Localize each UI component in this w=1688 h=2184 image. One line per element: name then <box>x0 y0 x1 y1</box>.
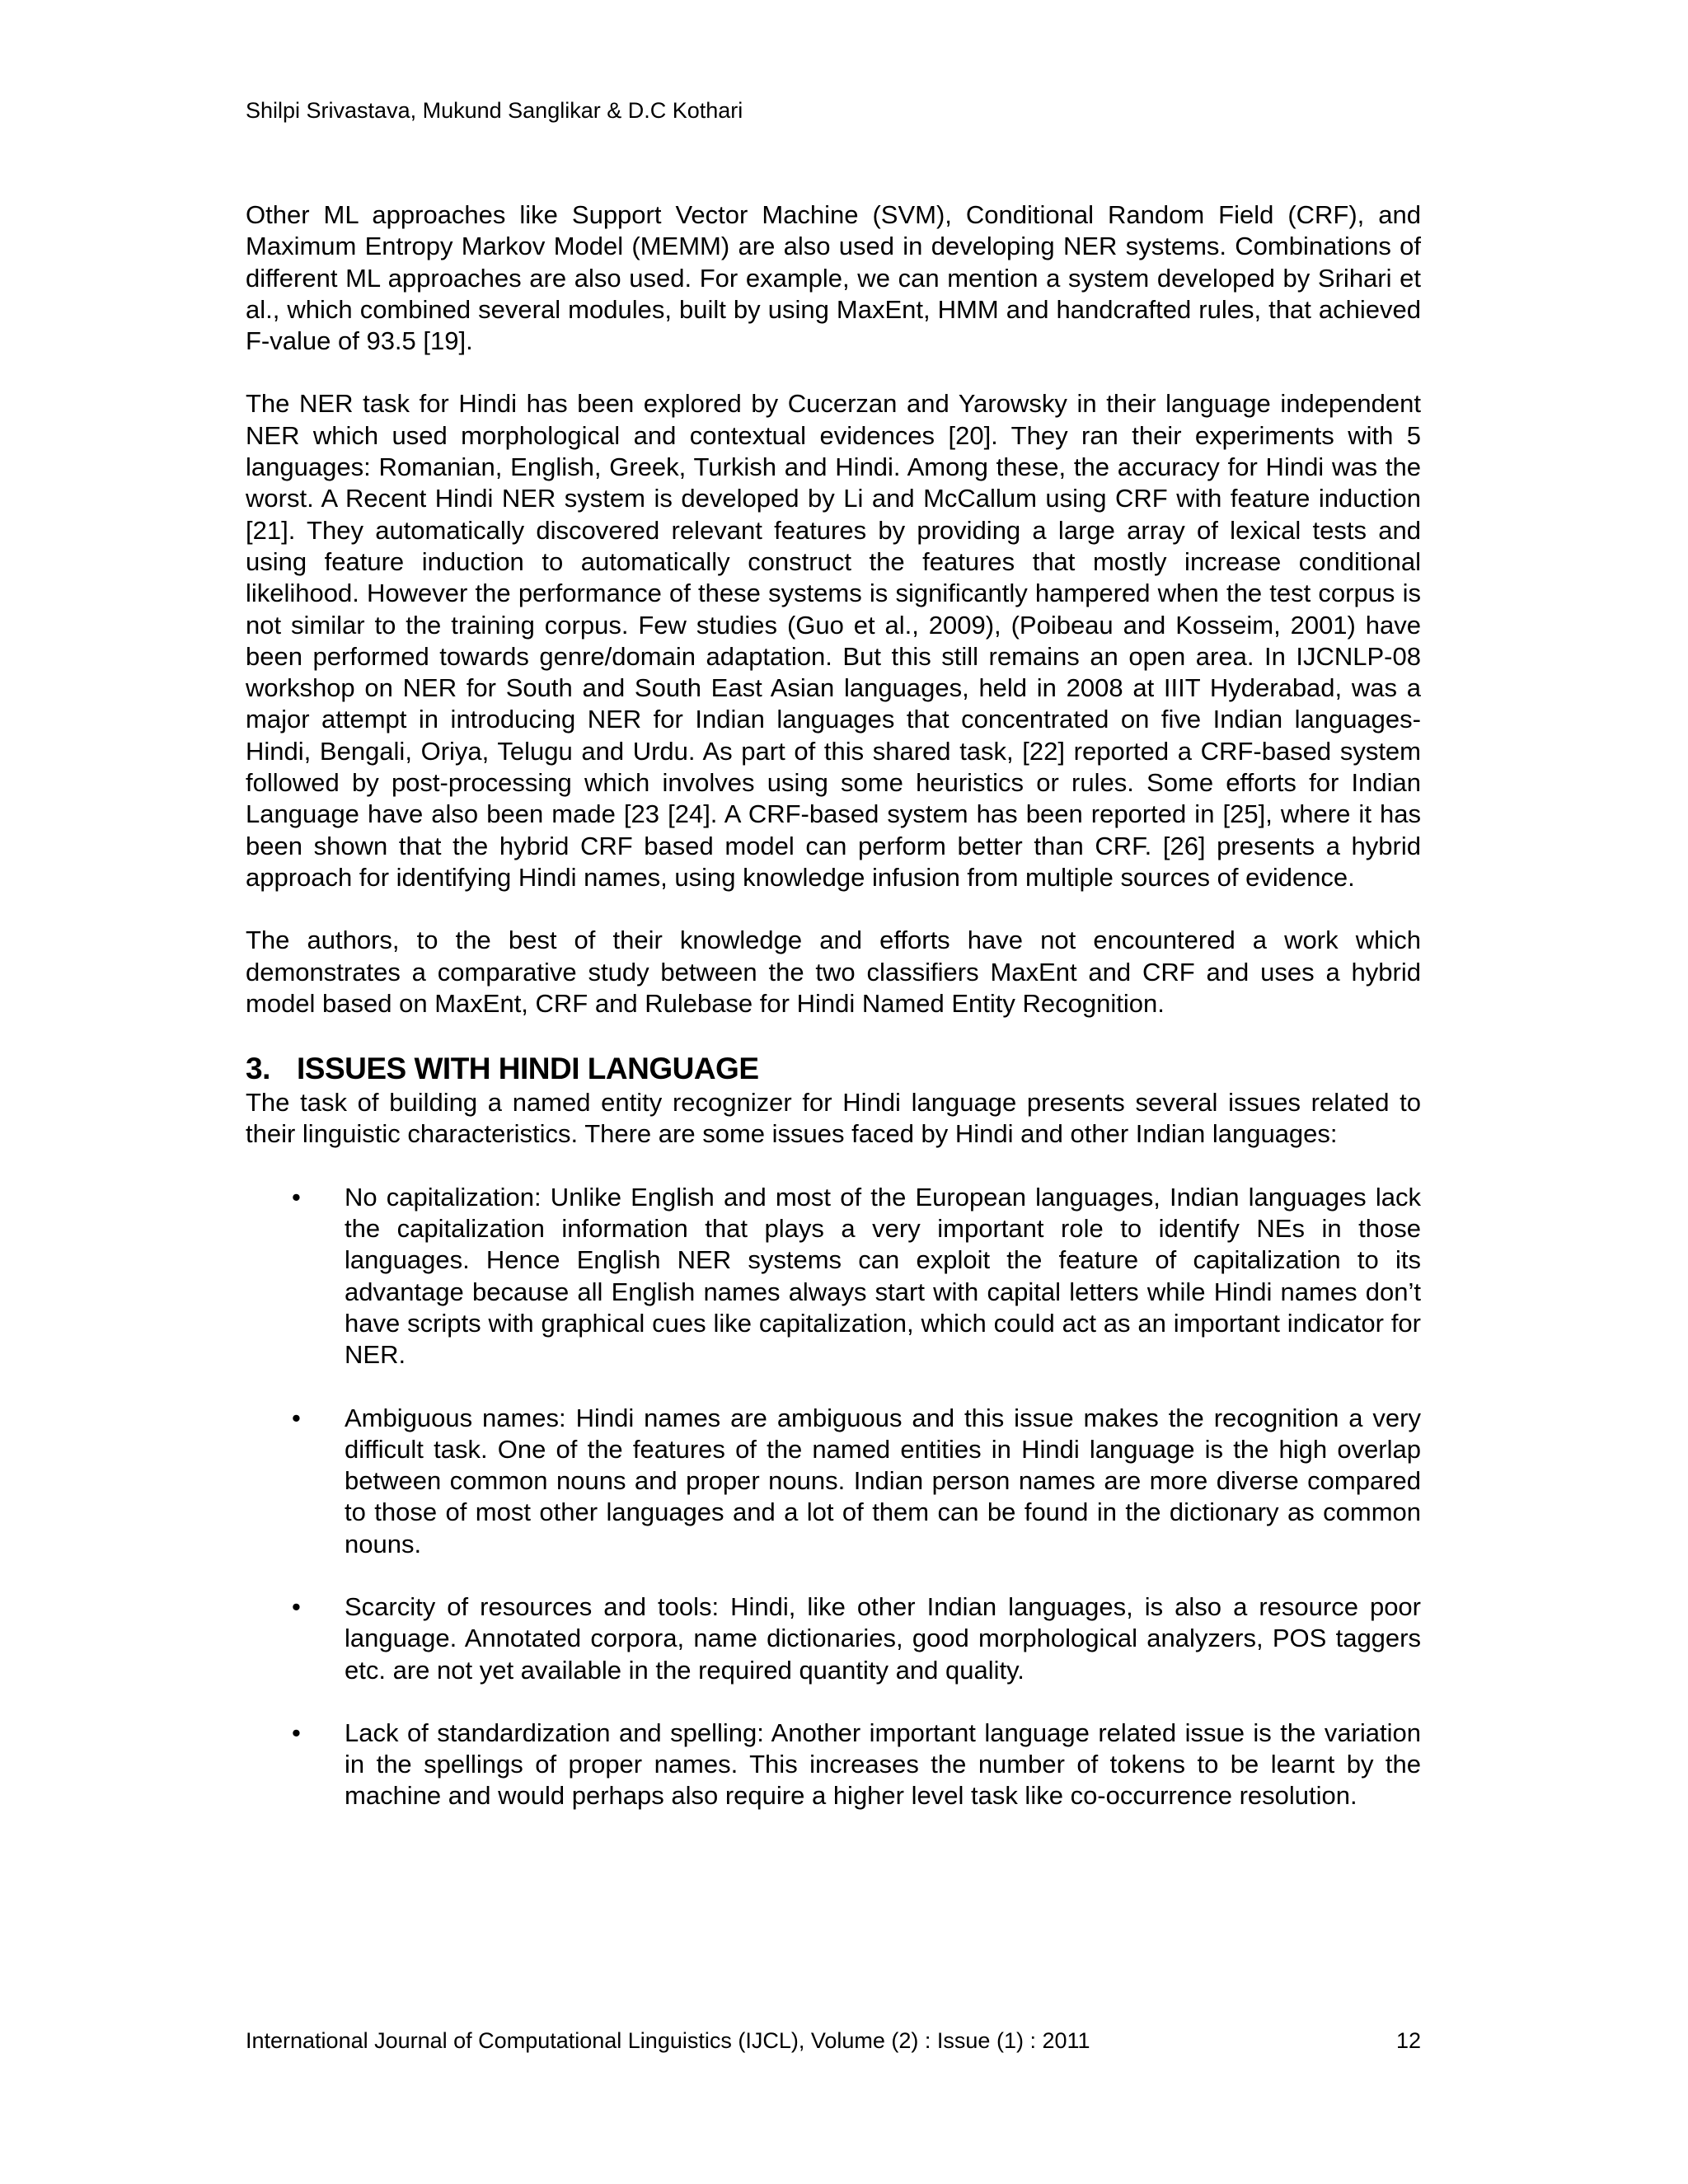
bullet-item-ambiguous-names <box>246 1403 1421 1560</box>
bullet-text: Ambiguous names: Hindi names are ambiguous and this issue makes the recognition a very difficult task. One of the features of the named entities in Hindi language is the high overlap between common nouns and proper nouns. Indian person names are more diverse compared to those of most other languages and a lot of them can be found in the dictionary as common nouns. <box>345 1403 1421 1558</box>
bullet-text: No capitalization: Unlike English and most of the European languages, Indian languages lack the capitalization information that plays a very important role to identify NEs in those languages. Hence English NER systems can exploit the feature of capitalization to its advantage because all English names always start with capital letters while Hindi names don’t have scripts with graphical cues like capitalization, which could act as an important indicator for NER. <box>345 1182 1421 1370</box>
issues-bullet-list <box>246 1182 1421 1812</box>
bullet-marker: • <box>292 1591 301 1621</box>
paragraph-ml-approaches: Other ML approaches like Support Vector Machine (SVM), Conditional Random Field (CRF), and Maximum Entropy Markov Model (MEMM) are also used in developing NER systems. Combinations of different ML approaches are also used. For example, we can mention a system developed by Srihari et al., which combined several modules, built by using MaxEnt, HMM and handcrafted rules, that achieved F-value of 93.5 [19]. <box>246 200 1421 356</box>
page-number: 12 <box>1395 2028 1421 2053</box>
section-heading <box>246 1051 1421 1087</box>
section-title: ISSUES WITH HINDI LANGUAGE <box>297 1052 759 1086</box>
body-text <box>246 199 1421 1844</box>
paragraph-hindi-ner-related-work: The NER task for Hindi has been explored by Cucerzan and Yarowsky in their language independent NER which used morphological and contextual evidences [20]. They ran their experiments with 5 languages: Romanian, English, Greek, Turkish and Hindi. Among these, the accuracy for Hindi was the worst. A Recent Hindi NER system is developed by Li and McCallum using CRF with feature induction [21]. They automatically discovered relevant features by providing a large array of lexical tests and using feature induction to automatically construct the features that mostly increase conditional likelihood. However the performance of these systems is significantly hampered when the test corpus is not similar to the training corpus. Few studies (Guo et al., 2009), (Poibeau and Kosseim, 2001) have been performed towards genre/domain adaptation. But this still remains an open area. In IJCNLP-08 workshop on NER for South and South East Asian languages, held in 2008 at IIIT Hyderabad, was a major attempt in introducing NER for Indian languages that concentrated on five Indian languages- Hindi, Bengali, Oriya, Telugu and Urdu. As part of this shared task, [22] reported a CRF-based system followed by post-processing which involves using some heuristics or rules. Some efforts for Indian Language have also been made [23 [24]. A CRF-based system has been reported in [25], where it has been shown that the hybrid CRF based model can perform better than CRF. [26] presents a hybrid approach for identifying Hindi names, using knowledge infusion from multiple sources of evidence. <box>246 389 1421 892</box>
bullet-text: Scarcity of resources and tools: Hindi, like other Indian languages, is also a resource poor language. Annotated corpora, name dictionaries, good morphological analyzers, POS taggers etc. are not yet available in the required quantity and quality. <box>345 1591 1421 1685</box>
section-intro-paragraph: The task of building a named entity recognizer for Hindi language presents several issues related to their linguistic characteristics. There are some issues faced by Hindi and other Indian languages: <box>246 1088 1421 1149</box>
bullet-marker: • <box>292 1718 301 1747</box>
bullet-item-scarcity-of-resources <box>246 1591 1421 1686</box>
bullet-item-lack-of-standardization <box>246 1718 1421 1812</box>
bullet-marker: • <box>292 1182 301 1212</box>
bullet-item-no-capitalization <box>246 1182 1421 1371</box>
footer-journal-citation: International Journal of Computational Linguistics (IJCL), Volume (2) : Issue (1) : 2011 <box>246 2028 1090 2053</box>
section-number: 3. <box>246 1052 270 1086</box>
paragraph-authors-contribution: The authors, to the best of their knowledge and efforts have not encountered a work which demonstrates a comparative study between the two classifiers MaxEnt and CRF and uses a hybrid model based on MaxEnt, CRF and Rulebase for Hindi Named Entity Recognition. <box>246 926 1421 1018</box>
bullet-marker: • <box>292 1403 301 1432</box>
bullet-text: Lack of standardization and spelling: Another important language related issue is the variation in the spellings of proper names. This increases the number of tokens to be learnt by the machine and would perhaps also require a higher level task like co-occurrence resolution. <box>345 1718 1421 1811</box>
running-head-authors: Shilpi Srivastava, Mukund Sanglikar & D.C Kothari <box>246 98 743 123</box>
